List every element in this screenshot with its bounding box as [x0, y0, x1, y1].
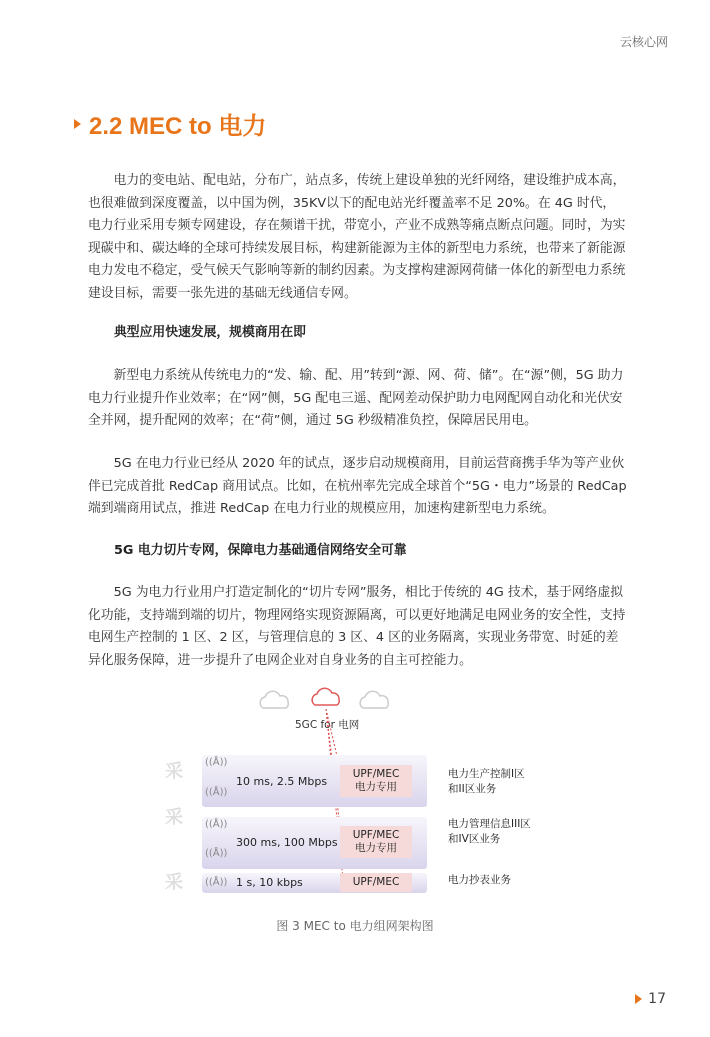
service-line: 电力抄表业务	[448, 874, 511, 886]
subheading-text: 5G 电力切片专网，保障电力基础通信网络安全可靠	[114, 543, 407, 558]
paragraph-redcap	[88, 453, 628, 521]
network-architecture-diagram	[160, 685, 580, 905]
core-cloud-icon	[308, 685, 344, 711]
service-line: 电力生产控制I区	[448, 768, 525, 780]
upf-mec-box	[340, 826, 412, 858]
header-label: 云核心网	[619, 35, 668, 49]
cloud-icon	[255, 690, 295, 712]
antenna-icon: ((Å))	[205, 848, 228, 859]
section-title: 2.2 MEC to 电力	[89, 113, 267, 140]
figure-caption: 图 3 MEC to 电力组网架构图	[276, 919, 434, 933]
subheading-text: 典型应用快速发展，规模商用在即	[114, 325, 306, 340]
cloud-icon	[355, 690, 395, 712]
upf-mec-box	[340, 873, 412, 892]
triangle-bullet-icon	[635, 994, 642, 1004]
upf-mec-box	[340, 765, 412, 797]
paragraph-text: 电力的变电站、配电站，分布广，站点多，传统上建设单独的光纤网络，建设维护成本高，也很难做到深度覆盖，以中国为例，35KV以下的配电站光纤覆盖率不足 20%。在 4G 时代，电力行业采用专频专网建设，存在频谱干扰，带宽小，产业不成熟等痛点断点问题。同时，为实现碳中和、碳达峰的全球可持续发展目标，构建新能源为主体的新型电力系统，也带来了新能源电力发电不稳定，受气候天气影响等新的制约因素。为支撑构建源网荷储一体化的新型电力系统建设目标，需要一张先进的基础无线通信专网。	[88, 173, 626, 301]
service-line: 和IV区业务	[448, 833, 501, 845]
side-glyph: 采	[165, 761, 183, 782]
slice-qos-label: 300 ms, 100 Mbps	[236, 836, 338, 849]
upf-line: UPF/MEC	[352, 829, 400, 841]
paragraph-text: 5G 在电力行业已经从 2020 年的试点，逐步启动规模商用，目前运营商携手华为等产业伙伴已完成首批 RedCap 商用试点。比如，在杭州率先完成全球首个“5G・电力”场景的 RedCap 端到端商用试点，推进 RedCap 在电力行业的规模应用，加速构建新型电力系统。	[88, 456, 627, 516]
paragraph-text: 新型电力系统从传统电力的“发、输、配、用”转到“源、网、荷、储”。在“源”侧，5G 助力电力行业提升作业效率；在“网”侧，5G 配电三遥、配网差动保护助力电网配网自动化和光伏安全并网，提升配网的效率；在“荷”侧，通过 5G 秒级精准负控，保障居民用电。	[88, 368, 624, 428]
service-line: 电力管理信息III区	[448, 818, 531, 830]
upf-line: 电力专用	[355, 842, 397, 854]
core-network-label: 5GC for 电网	[295, 719, 360, 731]
upf-line: 电力专用	[355, 781, 397, 793]
subheading-applications	[88, 322, 628, 345]
service-label	[448, 817, 531, 847]
paragraph-intro	[88, 170, 628, 305]
slice-qos-label: 10 ms, 2.5 Mbps	[236, 775, 328, 788]
side-glyph: 采	[165, 872, 183, 893]
antenna-icon: ((Å))	[205, 819, 228, 830]
service-label	[448, 873, 511, 888]
antenna-icon: ((Å))	[205, 757, 228, 768]
service-label	[448, 767, 525, 797]
antenna-icon: ((Å))	[205, 787, 228, 798]
page-number-text: 17	[648, 991, 666, 1007]
service-line: 和II区业务	[448, 783, 497, 795]
side-glyph: 采	[165, 807, 183, 828]
subheading-slicing	[88, 540, 628, 563]
upf-line: UPF/MEC	[352, 876, 400, 888]
upf-line: UPF/MEC	[352, 768, 400, 780]
paragraph-slicing	[88, 582, 628, 672]
paragraph-text: 5G 为电力行业用户打造定制化的“切片专网”服务，相比于传统的 4G 技术，基于网络虚拟化功能，支持端到端的切片，物理网络实现资源隔离，可以更好地满足电网业务的安全性，支持电网生产控制的 1 区、2 区，与管理信息的 3 区、4 区的业务隔离，实现业务带宽、时延的差异化服务保障，进一步提升了电网企业对自身业务的自主可控能力。	[88, 585, 626, 668]
slice-qos-label: 1 s, 10 kbps	[236, 876, 303, 889]
section-heading	[74, 106, 266, 141]
paragraph-new-power-system	[88, 365, 628, 433]
page-number	[635, 991, 666, 1007]
triangle-bullet-icon	[74, 119, 81, 129]
antenna-icon: ((Å))	[205, 877, 228, 888]
